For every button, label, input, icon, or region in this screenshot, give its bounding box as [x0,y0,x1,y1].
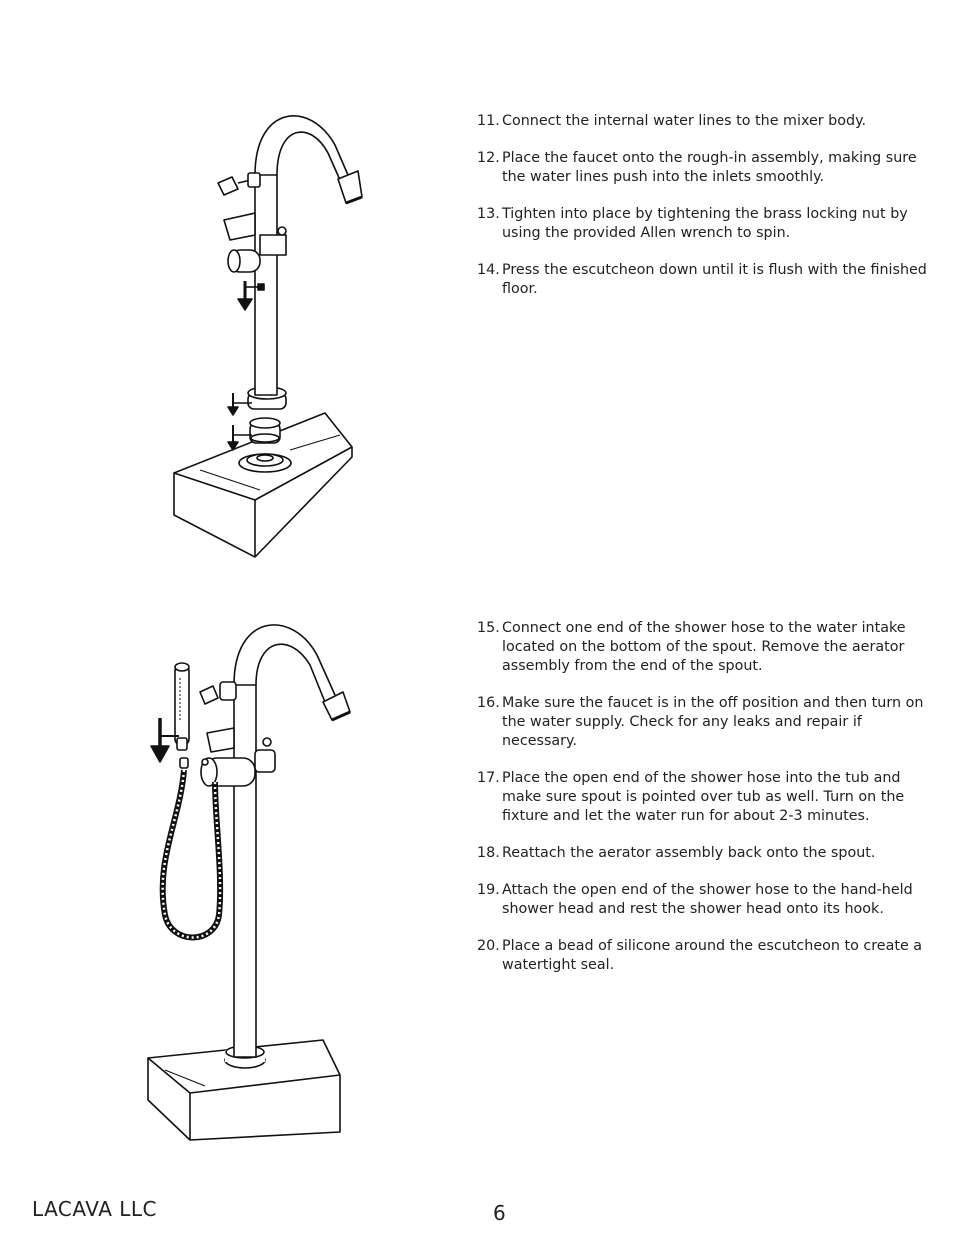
list-item [477,881,927,919]
step-text: Attach the open end of the shower hose to the hand-held shower head and rest the shower head onto its hook. [502,882,913,917]
step-number: 17. [477,770,500,786]
step-number: 19. [477,882,500,898]
step-text: Connect one end of the shower hose to the water intake located on the bottom of the spout. Remove the aerator assembly from the end of the spout. [502,620,906,674]
step-text: Reattach the aerator assembly back onto the spout. [502,845,876,861]
step-number: 12. [477,150,500,166]
list-item [477,112,927,131]
step-number: 15. [477,620,500,636]
step-number: 20. [477,938,500,954]
list-item [477,937,927,975]
instruction-list-top [477,112,927,317]
step-text: Make sure the faucet is in the off position and then turn on the water supply. Check for any leaks and repair if necessary. [502,695,924,749]
step-number: 11. [477,113,500,129]
footer-company-name: LACAVA LLC [32,1197,157,1221]
list-item [477,694,927,751]
list-item [477,205,927,243]
step-text: Place a bead of silicone around the escutcheon to create a watertight seal. [502,938,923,973]
list-item [477,769,927,826]
list-item [477,844,927,863]
page-number: 6 [493,1201,506,1225]
list-item [477,261,927,299]
faucet-installation-illustration [160,105,380,565]
step-text: Connect the internal water lines to the mixer body. [502,113,867,129]
step-number: 18. [477,845,500,861]
step-number: 13. [477,206,500,222]
step-text: Place the faucet onto the rough-in assembly, making sure the water lines push into the inlets smoothly. [502,150,917,185]
hand-shower-hose-illustration [145,620,365,1145]
instruction-list-bottom [477,619,927,993]
list-item [477,619,927,676]
step-text: Place the open end of the shower hose into the tub and make sure spout is pointed over tub as well. Turn on the fixture and let the water run for about 2-3 minutes. [502,770,905,824]
list-item [477,149,927,187]
step-text: Press the escutcheon down until it is flush with the finished floor. [502,262,927,297]
step-number: 16. [477,695,500,711]
step-text: Tighten into place by tightening the brass locking nut by using the provided Allen wrench to spin. [502,206,908,241]
step-number: 14. [477,262,500,278]
